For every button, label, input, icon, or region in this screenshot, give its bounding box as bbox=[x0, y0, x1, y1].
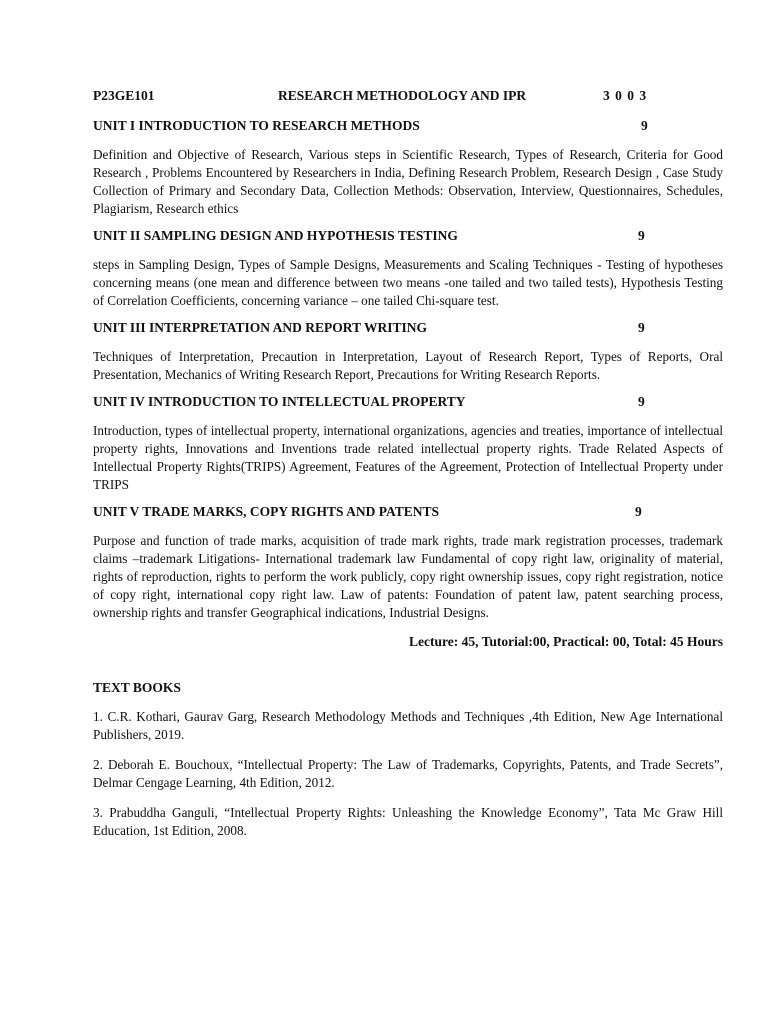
unit-3-content: Techniques of Interpretation, Precaution in Interpretation, Layout of Research Report, Types of Reports, Oral Presentation, Mechanics of Writing Research Report, Precautions for Writing Research Reports. bbox=[93, 349, 723, 382]
unit-title: UNIT IV INTRODUCTION TO INTELLECTUAL PROPERTY bbox=[93, 394, 466, 409]
unit-title: UNIT V TRADE MARKS, COPY RIGHTS AND PATENTS bbox=[93, 504, 440, 519]
course-header bbox=[93, 88, 723, 108]
unit-3-heading bbox=[93, 320, 723, 340]
unit-1-content: Definition and Objective of Research, Various steps in Scientific Research, Types of Research, Criteria for Good Research , Problems Encountered by Researchers in India, Defining Research Problem, Research Design , Case Study Collection of Primary and Secondary Data, Collection Methods: Observation, Interview, Questionnaires, Schedules, Plagiarism, Research ethics bbox=[93, 147, 723, 216]
textbook-item: 2. Deborah E. Bouchoux, “Intellectual Property: The Law of Trademarks, Copyrights, Patents, and Trade Secrets”, Delmar Cengage Learning, 4th Edition, 2012. bbox=[93, 757, 723, 790]
unit-hours: 9 bbox=[638, 320, 645, 335]
textbook-item: 3. Prabuddha Ganguli, “Intellectual Property Rights: Unleashing the Knowledge Economy”, Tata Mc Graw Hill Education, 1st Edition, 2008. bbox=[93, 805, 723, 838]
syllabus-page bbox=[93, 88, 723, 840]
unit-title: UNIT II SAMPLING DESIGN AND HYPOTHESIS TESTING bbox=[93, 228, 458, 243]
textbooks-heading: TEXT BOOKS bbox=[93, 680, 181, 695]
unit-title: UNIT I INTRODUCTION TO RESEARCH METHODS bbox=[93, 118, 420, 133]
unit-2-content: steps in Sampling Design, Types of Sample Designs, Measurements and Scaling Techniques - Testing of hypotheses concerning means (one mean and difference between two means -one tailed and two tailed tests), Hypothesis Testing of Correlation Coefficients, concerning variance – one tailed Chi-square test. bbox=[93, 257, 723, 308]
course-title: RESEARCH METHODOLOGY AND IPR bbox=[278, 88, 527, 103]
unit-hours: 9 bbox=[638, 228, 645, 243]
unit-title: UNIT III INTERPRETATION AND REPORT WRITING bbox=[93, 320, 427, 335]
unit-5-heading bbox=[93, 504, 723, 524]
unit-5-content: Purpose and function of trade marks, acquisition of trade mark rights, trade mark registration processes, trademark claims –trademark Litigations- International trademark law Fundamental of copy right law, originality of material, rights of reproduction, rights to perform the work publicly, copy right ownership issues, copy right registration, notice of copy right, international copy right law. Law of patents: Foundation of patent law, patent searching process, ownership rights and transfer Geographical indications, Industrial Designs. bbox=[93, 533, 723, 620]
unit-2-heading bbox=[93, 228, 723, 248]
textbook-item: 1. C.R. Kothari, Gaurav Garg, Research Methodology Methods and Techniques ,4th Edition, New Age International Publishers, 2019. bbox=[93, 709, 723, 742]
unit-4-heading bbox=[93, 394, 723, 414]
unit-hours: 9 bbox=[641, 118, 648, 133]
unit-hours: 9 bbox=[638, 394, 645, 409]
course-code: P23GE101 bbox=[93, 88, 155, 103]
unit-4-content: Introduction, types of intellectual property, international organizations, agencies and treaties, importance of intellectual property rights, Innovations and Inventions trade related intellectual property rights. Trade Related Aspects of Intellectual Property Rights(TRIPS) Agreement, Features of the Agreement, Protection of Intellectual Property under TRIPS bbox=[93, 423, 723, 492]
unit-1-heading bbox=[93, 118, 723, 138]
unit-hours: 9 bbox=[635, 504, 642, 519]
course-credits: 3 0 0 3 bbox=[603, 88, 648, 103]
hours-summary: Lecture: 45, Tutorial:00, Practical: 00, Total: 45 Hours bbox=[409, 634, 723, 649]
